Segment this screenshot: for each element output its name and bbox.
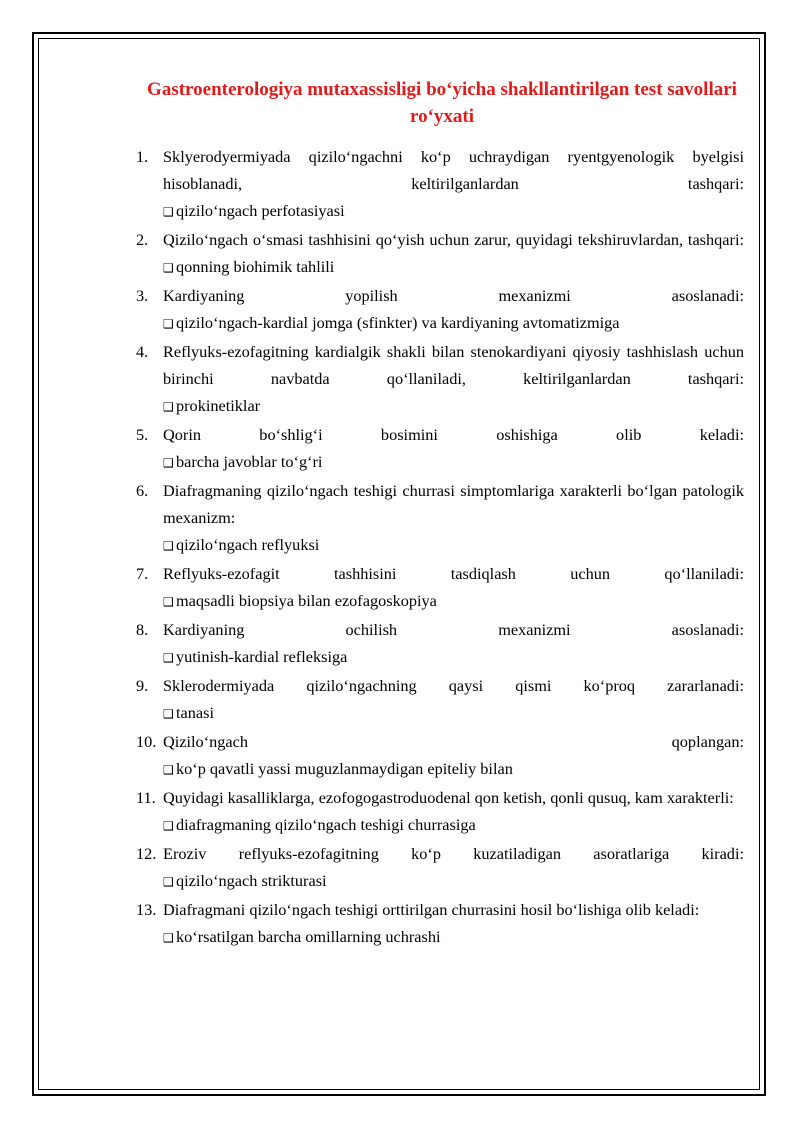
answer-line xyxy=(163,755,744,784)
document-body xyxy=(136,76,744,952)
checkbox-icon: ❑ xyxy=(163,707,174,721)
checkbox-icon: ❑ xyxy=(163,763,174,777)
question-number: 11. xyxy=(136,788,156,807)
answer-text: tanasi xyxy=(176,703,214,722)
checkbox-icon: ❑ xyxy=(163,819,174,833)
answer-line xyxy=(163,253,744,282)
question-text: Reflyuks-ezofagitning kardialgik shakli bilan stenokardiyani qiyosiy tashhislash uchun birinchi navbatda qo‘llaniladi, keltirilganlardan tashqari: xyxy=(163,342,744,388)
answer-text: yutinish-kardial refleksiga xyxy=(176,647,348,666)
answer-text: diafragmaning qizilo‘ngach teshigi churrasiga xyxy=(176,815,476,834)
question-item xyxy=(136,143,744,226)
question-list xyxy=(136,143,744,952)
checkbox-icon: ❑ xyxy=(163,456,174,470)
question-text: Kardiyaning ochilish mexanizmi asoslanadi: xyxy=(163,620,744,639)
question-item xyxy=(136,896,744,952)
question-item xyxy=(136,616,744,672)
question-item xyxy=(136,477,744,560)
question-text: Qizilo‘ngach o‘smasi tashhisini qo‘yish uchun zarur, quyidagi tekshiruvlardan, tashqari: xyxy=(163,230,744,249)
question-text: Sklyerodyermiyada qizilo‘ngachni ko‘p uchraydigan ryentgyenologik byelgisi hisoblanadi, keltirilganlardan tashqari: xyxy=(163,147,744,193)
answer-line xyxy=(163,197,744,226)
checkbox-icon: ❑ xyxy=(163,595,174,609)
question-item xyxy=(136,784,744,840)
checkbox-icon: ❑ xyxy=(163,539,174,553)
question-number: 12. xyxy=(136,844,157,863)
answer-text: qizilo‘ngach-kardial jomga (sfinkter) va kardiyaning avtomatizmiga xyxy=(176,313,620,332)
question-text: Eroziv reflyuks-ezofagitning ko‘p kuzatiladigan asoratlariga kiradi: xyxy=(163,844,744,863)
question-text: Reflyuks-ezofagit tashhisini tasdiqlash uchun qo‘llaniladi: xyxy=(163,564,744,583)
answer-text: barcha javoblar to‘g‘ri xyxy=(176,452,323,471)
question-item xyxy=(136,560,744,616)
question-number: 5. xyxy=(136,425,149,444)
answer-text: prokinetiklar xyxy=(176,396,261,415)
question-number: 6. xyxy=(136,481,149,500)
question-number: 9. xyxy=(136,676,149,695)
question-text: Diafragmani qizilo‘ngach teshigi orttirilgan churrasini hosil bo‘lishiga olib keladi: xyxy=(163,900,700,919)
question-number: 3. xyxy=(136,286,149,305)
question-text: Sklerodermiyada qizilo‘ngachning qaysi qismi ko‘proq zararlanadi: xyxy=(163,676,744,695)
checkbox-icon: ❑ xyxy=(163,400,174,414)
answer-line xyxy=(163,643,744,672)
answer-text: ko‘rsatilgan barcha omillarning uchrashi xyxy=(176,927,441,946)
question-text: Kardiyaning yopilish mexanizmi asoslanadi: xyxy=(163,286,744,305)
question-text: Qorin bo‘shlig‘i bosimini oshishiga olib keladi: xyxy=(163,425,744,444)
answer-text: ko‘p qavatli yassi muguzlanmaydigan epiteliy bilan xyxy=(176,759,513,778)
answer-line xyxy=(163,867,744,896)
checkbox-icon: ❑ xyxy=(163,931,174,945)
question-number: 1. xyxy=(136,147,149,166)
answer-text: maqsadli biopsiya bilan ezofagoskopiya xyxy=(176,591,437,610)
answer-line xyxy=(163,699,744,728)
answer-text: qizilo‘ngach perfotasiyasi xyxy=(176,201,345,220)
question-item xyxy=(136,840,744,896)
question-text: Diafragmaning qizilo‘ngach teshigi churrasi simptomlariga xarakterli bo‘lgan patologik mexanizm: xyxy=(163,481,744,527)
checkbox-icon: ❑ xyxy=(163,875,174,889)
answer-line xyxy=(163,811,744,840)
checkbox-icon: ❑ xyxy=(163,651,174,665)
question-number: 2. xyxy=(136,230,149,249)
question-text: Qizilo‘ngach qoplangan: xyxy=(163,732,744,751)
answer-line xyxy=(163,448,744,477)
answer-line xyxy=(163,531,744,560)
answer-text: qizilo‘ngach strikturasi xyxy=(176,871,327,890)
checkbox-icon: ❑ xyxy=(163,205,174,219)
answer-text: qonning biohimik tahlili xyxy=(176,257,335,276)
question-number: 13. xyxy=(136,900,157,919)
answer-line xyxy=(163,392,744,421)
question-item xyxy=(136,226,744,282)
question-number: 7. xyxy=(136,564,149,583)
document-title: Gastroenterologiya mutaxassisligi bo‘yicha shakllantirilgan test savollari ro‘yxati xyxy=(147,79,737,127)
answer-text: qizilo‘ngach reflyuksi xyxy=(176,535,320,554)
question-item xyxy=(136,282,744,338)
question-item xyxy=(136,421,744,477)
answer-line xyxy=(163,309,744,338)
question-number: 8. xyxy=(136,620,149,639)
question-number: 4. xyxy=(136,342,149,361)
question-item xyxy=(136,672,744,728)
answer-line xyxy=(163,923,744,952)
checkbox-icon: ❑ xyxy=(163,317,174,331)
question-text: Quyidagi kasalliklarga, ezofogogastroduodenal qon ketish, qonli qusuq, kam xarakterli: xyxy=(163,788,734,807)
answer-line xyxy=(163,587,744,616)
question-item xyxy=(136,728,744,784)
question-item xyxy=(136,338,744,421)
checkbox-icon: ❑ xyxy=(163,261,174,275)
question-number: 10. xyxy=(136,732,157,751)
